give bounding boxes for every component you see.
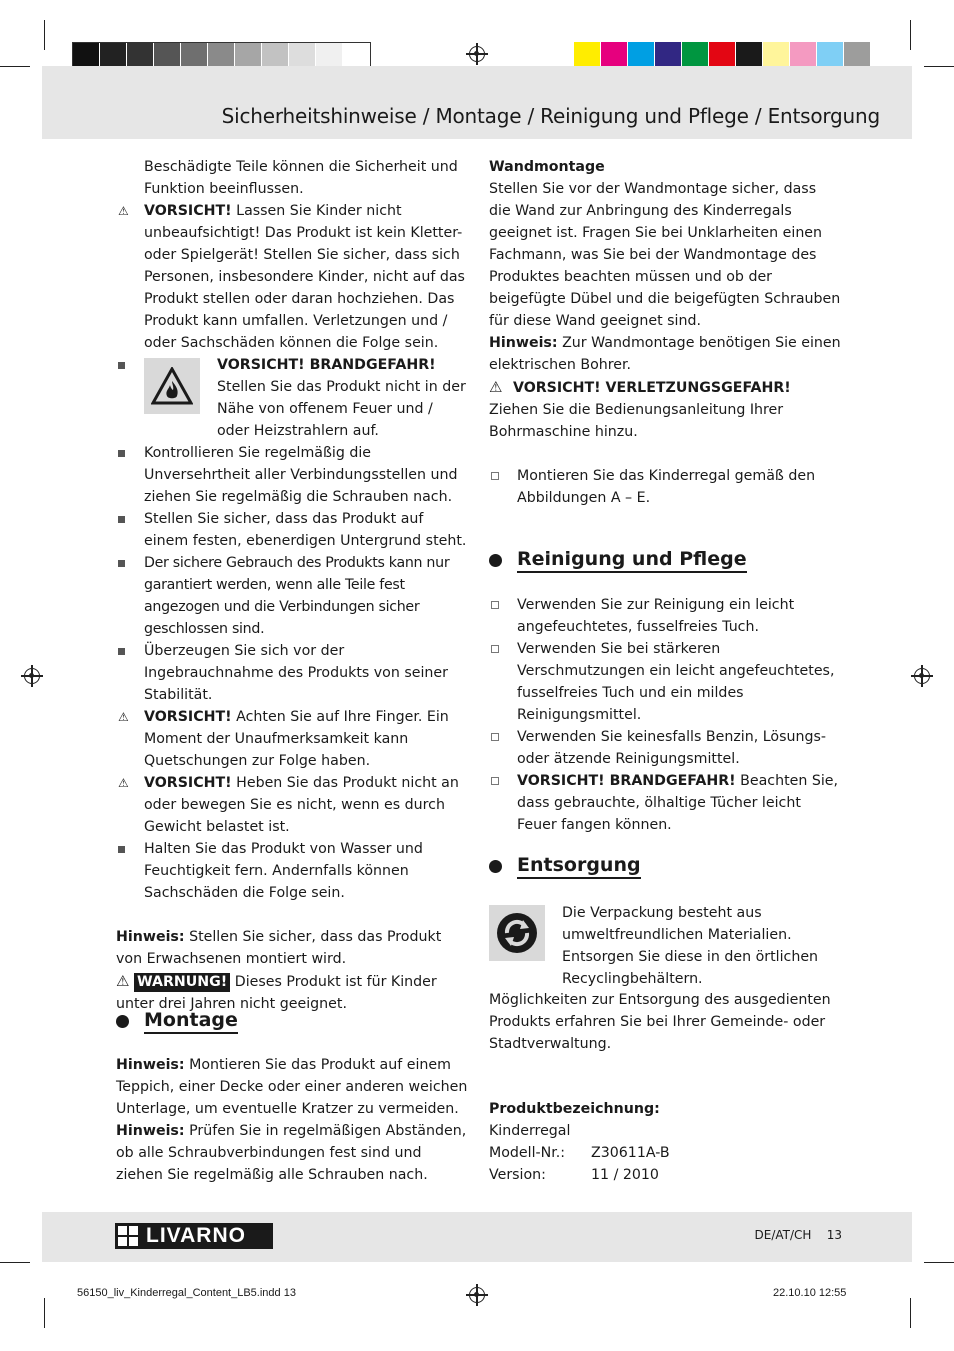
page-title: Sicherheitshinweise / Montage / Reinigung und Pflege / Entsorgung <box>221 104 880 128</box>
hollow-square-bullet-icon <box>491 594 499 616</box>
list-item: Der sichere Gebrauch des Produkts kann nur garantiert werden, wenn alle Teile fest angezogen und die Verbindungen sicher geschlossen sind. <box>116 552 468 640</box>
hollow-square-bullet-icon <box>491 726 499 748</box>
disposal-text: Möglichkeiten zur Entsorgung des ausgedienten Produkts erfahren Sie bei Ihrer Gemeinde- oder Stadtverwaltung. <box>489 992 831 1052</box>
version-row: Version: 11 / 2010 <box>489 1167 659 1183</box>
list-item: ⚠ VORSICHT! Lassen Sie Kinder nicht unbeaufsichtigt! Das Produkt ist kein Kletter- oder Spielgerät! Stellen Sie sicher, dass sich Personen, insbesondere Kinder, nicht auf das Produkt stellen oder daran hochziehen. Das Produkt kann umfallen. Verletzungen und / oder Sachschäden können die Folge sein. <box>116 200 468 354</box>
section-heading-entsorgung: Entsorgung <box>489 854 641 879</box>
warning-icon: ⚠ <box>118 710 129 724</box>
section-heading-montage: Montage <box>116 1009 238 1034</box>
section-bullet-icon <box>489 554 502 567</box>
header-band <box>42 66 912 139</box>
hollow-square-bullet-icon <box>491 638 499 660</box>
warning-icon: ⚠ <box>118 204 129 218</box>
registration-mark-top <box>469 46 485 62</box>
livarno-logo: LIVARNO <box>115 1223 273 1249</box>
slug-file: 56150_liv_Kinderregal_Content_LB5.indd 13 <box>77 1287 296 1299</box>
cleaning-list <box>489 594 841 836</box>
injury-warning: ⚠ VORSICHT! VERLETZUNGSGEFAHR! <box>489 378 791 396</box>
list-item: Überzeugen Sie sich vor der Ingebrauchnahme des Produkts von seiner Stabilität. <box>116 640 468 706</box>
montage-body <box>116 1054 468 1186</box>
warning-tag: WARNUNG! <box>134 973 230 992</box>
fire-hazard-icon <box>144 358 200 414</box>
page-number: DE/AT/CH 13 <box>754 1228 842 1242</box>
section-bullet-icon <box>489 860 502 873</box>
list-item: ⚠ VORSICHT! Heben Sie das Produkt nicht an oder bewegen Sie es nicht, wenn es durch Gewicht belastet ist. <box>116 772 468 838</box>
disposal-icon-text: Die Verpackung besteht aus umweltfreundlichen Materialien. Entsorgen Sie diese in den örtlichen Recyclingbehältern. <box>562 905 819 987</box>
intro-paragraph: Beschädigte Teile können die Sicherheit und Funktion beeinflussen. <box>144 159 458 197</box>
square-bullet-icon <box>118 354 125 376</box>
slug-date: 22.10.10 12:55 <box>773 1287 847 1299</box>
hollow-square-bullet-icon <box>491 770 499 792</box>
list-item: Verwenden Sie zur Reinigung ein leicht angefeuchtetes, fusselfreies Tuch. <box>489 594 841 638</box>
hollow-square-bullet-icon <box>491 465 499 487</box>
registration-mark-right <box>914 668 930 684</box>
list-item: VORSICHT! BRANDGEFAHR! Beachten Sie, dass gebrauchte, ölhaltige Tücher leicht Feuer fangen können. <box>489 770 841 836</box>
hint-paragraph: Hinweis: Montieren Sie das Produkt auf einem Teppich, einer Decke oder einer anderen weichen Unterlage, um eventuelle Kratzer zu vermeiden. <box>116 1057 468 1117</box>
right-column-wall: Wandmontage Stellen Sie vor der Wandmontage sicher, dass die Wand zur Anbringung des Kinderregals geeignet ist. Fragen Sie bei Unklarheiten einen Fachmann, was Sie bei der Wandmontage des Produktes beachten müssen und ob der beigefügte Dübel und die beigefügten Schrauben für diese Wand geeignet sind. Hinweis: Zur Wandmontage benötigen Sie einen elektrischen Bohrer. ⚠ VORSICHT! VERLETZUNGSGEFAHR! Ziehen Sie die Bedienungsanleitung Ihrer Bohrmaschine hinzu. Montieren Sie das Kinderregal gemäß den Abbildungen A – E. <box>489 156 841 509</box>
square-bullet-icon <box>118 640 125 662</box>
list-item: Kontrollieren Sie regelmäßig die Unversehrtheit aller Verbindungsstellen und ziehen Sie regelmäßig die Schrauben nach. <box>116 442 468 508</box>
section-heading-reinigung: Reinigung und Pflege <box>489 548 747 573</box>
hint-paragraph: Hinweis: Zur Wandmontage benötigen Sie einen elektrischen Bohrer. <box>489 335 841 373</box>
product-info: Produktbezeichnung: Kinderregal Modell-Nr.: Z30611A-B Version: 11 / 2010 <box>489 1098 841 1186</box>
subheading-wandmontage: Wandmontage <box>489 159 605 175</box>
list-item: VORSICHT! BRANDGEFAHR! Stellen Sie das Produkt nicht in der Nähe von offenem Feuer und / oder Heizstrahlern auf. <box>116 354 468 442</box>
list-item: ⚠ VORSICHT! Achten Sie auf Ihre Finger. Ein Moment der Unaufmerksamkeit kann Quetschungen zur Folge haben. <box>116 706 468 772</box>
warning-icon: ⚠ <box>489 378 503 396</box>
list-item: Verwenden Sie bei stärkeren Verschmutzungen ein leicht angefeuchtetes, fusselfreies Tuch und ein mildes Reinigungsmittel. <box>489 638 841 726</box>
square-bullet-icon <box>118 838 125 860</box>
warning-icon: ⚠ <box>118 776 129 790</box>
list-item: Halten Sie das Produkt von Wasser und Feuchtigkeit fern. Andernfalls können Sachschäden die Folge sein. <box>116 838 468 904</box>
recycling-symbol-icon <box>489 905 545 961</box>
registration-mark-bottom <box>469 1287 485 1303</box>
warning-icon: ⚠ <box>116 972 130 990</box>
square-bullet-icon <box>118 552 125 574</box>
list-item: Verwenden Sie keinesfalls Benzin, Lösungs- oder ätzende Reinigungsmittel. <box>489 726 841 770</box>
left-column <box>116 156 468 1015</box>
section-bullet-icon <box>116 1015 129 1028</box>
model-row: Modell-Nr.: Z30611A-B <box>489 1145 670 1161</box>
livarno-logo-mark-icon <box>118 1226 140 1246</box>
registration-mark-left <box>24 668 40 684</box>
square-bullet-icon <box>118 508 125 530</box>
hint-paragraph: Hinweis: Prüfen Sie in regelmäßigen Abständen, ob alle Schraubverbindungen fest sind und ziehen Sie regelmäßig alle Schrauben nach. <box>116 1123 467 1183</box>
warning-paragraph: ⚠ WARNUNG! Dieses Produkt ist für Kinder unter drei Jahren nicht geeignet. <box>116 972 437 1012</box>
square-bullet-icon <box>118 442 125 464</box>
hint-paragraph: Hinweis: Stellen Sie sicher, dass das Produkt von Erwachsenen montiert wird. <box>116 929 442 967</box>
list-item: Stellen Sie sicher, dass das Produkt auf einem festen, ebenerdigen Untergrund steht. <box>116 508 468 552</box>
list-item: Montieren Sie das Kinderregal gemäß den Abbildungen A – E. <box>489 465 841 509</box>
